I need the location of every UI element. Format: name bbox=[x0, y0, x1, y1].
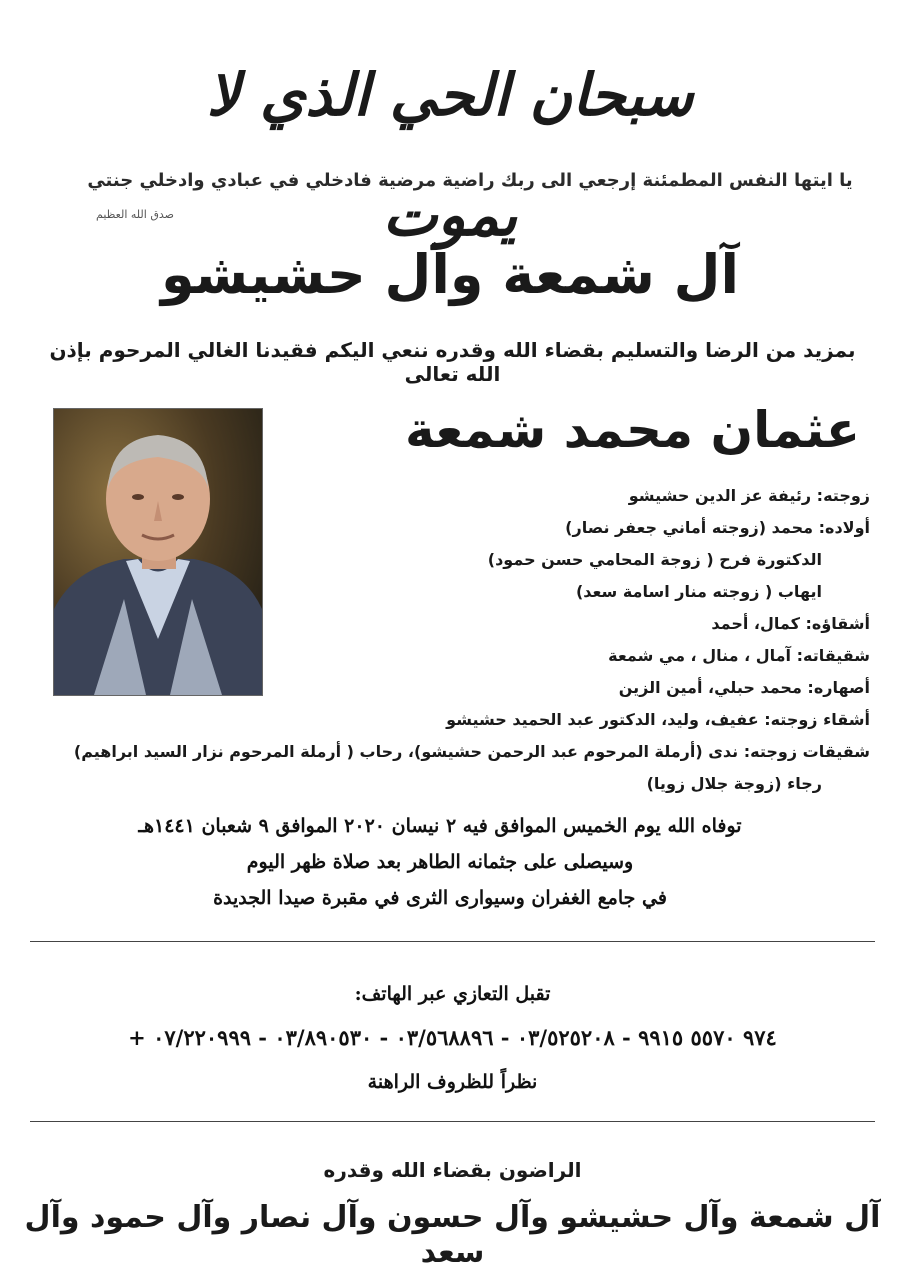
condolences bbox=[30, 972, 875, 1104]
phone-numbers: + ٩٧٤ ٥٥٧٠ ٩٩١٥ - ٠٣/٥٢٥٢٠٨ - ٠٣/٥٦٨٨٩٦ - ٠٣/٨٩٠٥٣٠ - ٠٧/٢٢٠٩٩٩ bbox=[128, 1025, 777, 1050]
divider-top bbox=[30, 941, 875, 942]
verse-closing: صدق الله العظيم bbox=[96, 208, 174, 221]
grieving-label: الراضون بقضاء الله وقدره bbox=[323, 1158, 582, 1182]
families-title: آل شمعة وآل حشيشو bbox=[161, 243, 739, 306]
funeral-line-death-date: توفاه الله يوم الخميس الموافق فيه ٢ نيسان ٢٠٢٠ الموافق ٩ شعبان ١٤٤١هـ bbox=[138, 815, 742, 837]
family-line-sisters: شقيقاته: آمال ، منال ، مي شمعة bbox=[608, 646, 870, 665]
family-line-daughter: الدكتورة فرح ( زوجة المحامي حسن حمود) bbox=[487, 550, 822, 569]
family-list bbox=[30, 480, 870, 800]
header-calligraphy: سبحان الحي الذي لا يموت bbox=[206, 61, 694, 249]
family-line-son: ايهاب ( زوجته منار اسامة سعد) bbox=[575, 582, 822, 601]
funeral-details bbox=[80, 808, 800, 916]
deceased-name: عثمان محمد شمعة bbox=[405, 401, 860, 459]
family-line-brothers: أشقاؤه: كمال، أحمد bbox=[711, 614, 870, 633]
quran-verse: يا ايتها النفس المطمئنة إرجعي الى ربك راضية مرضية فادخلي في عبادي وادخلي جنتي bbox=[87, 170, 853, 191]
condolences-label: تقبل التعازي عبر الهاتف: bbox=[354, 983, 551, 1005]
family-line-wife-sisters-cont: رجاء (زوجة جلال زويا) bbox=[646, 774, 822, 793]
funeral-line-prayer: وسيصلى على جثمانه الطاهر بعد صلاة ظهر اليوم bbox=[246, 851, 634, 873]
divider-bottom bbox=[30, 1121, 875, 1122]
family-line-wife: زوجته: رئيفة عز الدين حشيشو bbox=[628, 486, 870, 505]
family-line-wife-sisters: شقيقات زوجته: ندى (أرملة المرحوم عبد الرحمن حشيشو)، رحاب ( أرملة المرحوم نزار السيد ابراهيم) bbox=[73, 742, 870, 761]
family-line-wife-brothers: أشقاء زوجته: عفيف، وليد، الدكتور عبد الحميد حشيشو bbox=[446, 710, 870, 729]
family-line-children: أولاده: محمد (زوجته أماني جعفر نصار) bbox=[565, 518, 870, 537]
grieving-families: آل شمعة وآل حشيشو وآل حسون وآل نصار وآل حمود وآل سعد bbox=[24, 1200, 881, 1270]
intro-line: بمزيد من الرضا والتسليم بقضاء الله وقدره ننعي اليكم فقيدنا الغالي المرحوم بإذن الله تعالى bbox=[49, 338, 856, 386]
condolences-note: نظراً للظروف الراهنة bbox=[367, 1071, 538, 1093]
funeral-line-burial: في جامع الغفران وسيوارى الثرى في مقبرة صيدا الجديدة bbox=[213, 887, 667, 909]
family-line-in-laws: أصهاره: محمد حبلي، أمين الزين bbox=[618, 678, 870, 697]
